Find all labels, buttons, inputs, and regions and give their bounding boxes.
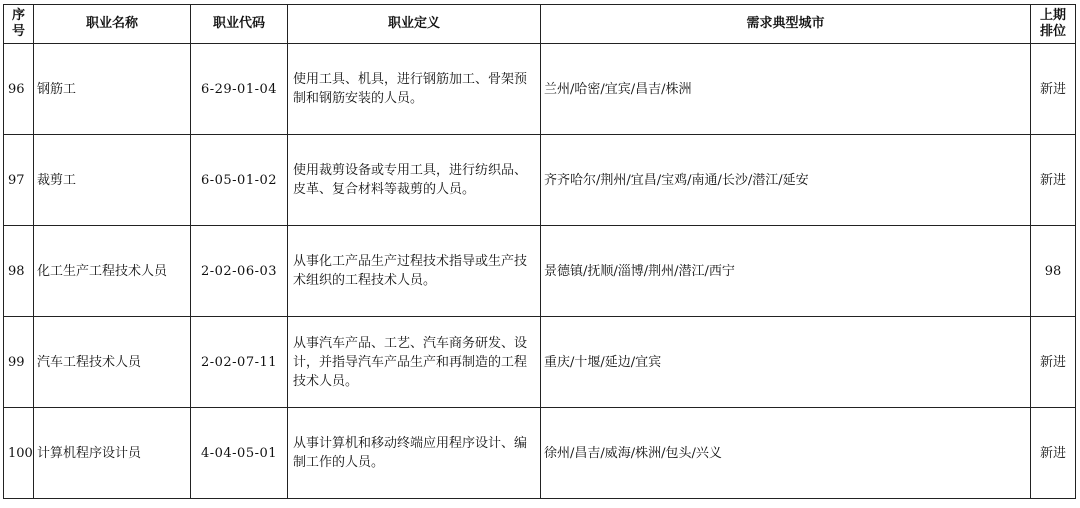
cell-index: 97 <box>4 135 34 226</box>
header-prev-rank <box>1031 5 1076 44</box>
header-code: 职业代码 <box>191 5 288 44</box>
cell-prev-rank: 98 <box>1031 226 1076 317</box>
cell-cities: 徐州/昌吉/威海/株洲/包头/兴义 <box>541 408 1031 499</box>
cell-index: 100 <box>4 408 34 499</box>
table-row <box>4 226 1076 317</box>
table-row <box>4 317 1076 408</box>
cell-name: 计算机程序设计员 <box>34 408 191 499</box>
cell-prev-rank: 新进 <box>1031 408 1076 499</box>
cell-index: 96 <box>4 44 34 135</box>
cell-cities: 重庆/十堰/延边/宜宾 <box>541 317 1031 408</box>
cell-definition: 从事计算机和移动终端应用程序设计、编制工作的人员。 <box>288 408 541 499</box>
cell-definition: 从事汽车产品、工艺、汽车商务研发、设计，并指导汽车产品生产和再制造的工程技术人员。 <box>288 317 541 408</box>
cell-definition: 从事化工产品生产过程技术指导或生产技术组织的工程技术人员。 <box>288 226 541 317</box>
header-prev-rank-line1: 上期 <box>1039 8 1066 23</box>
header-name: 职业名称 <box>34 5 191 44</box>
cell-code: 4-04-05-01 <box>191 408 288 499</box>
cell-code: 2-02-06-03 <box>191 226 288 317</box>
cell-prev-rank: 新进 <box>1031 317 1076 408</box>
header-index-line1: 序 <box>11 8 25 23</box>
cell-index: 99 <box>4 317 34 408</box>
header-prev-rank-line2: 排位 <box>1039 24 1066 39</box>
cell-prev-rank: 新进 <box>1031 135 1076 226</box>
occupation-table-container <box>3 4 1075 499</box>
cell-cities: 齐齐哈尔/荆州/宜昌/宝鸡/南通/长沙/潜江/延安 <box>541 135 1031 226</box>
header-row <box>4 5 1076 44</box>
header-definition: 职业定义 <box>288 5 541 44</box>
cell-cities: 景德镇/抚顺/淄博/荆州/潜江/西宁 <box>541 226 1031 317</box>
header-cities: 需求典型城市 <box>541 5 1031 44</box>
cell-name: 汽车工程技术人员 <box>34 317 191 408</box>
occupation-table <box>3 4 1076 499</box>
table-row <box>4 408 1076 499</box>
cell-name: 化工生产工程技术人员 <box>34 226 191 317</box>
table-row <box>4 44 1076 135</box>
cell-code: 6-05-01-02 <box>191 135 288 226</box>
cell-cities: 兰州/哈密/宜宾/昌吉/株洲 <box>541 44 1031 135</box>
cell-name: 钢筋工 <box>34 44 191 135</box>
cell-prev-rank: 新进 <box>1031 44 1076 135</box>
cell-index: 98 <box>4 226 34 317</box>
cell-name: 裁剪工 <box>34 135 191 226</box>
cell-code: 6-29-01-04 <box>191 44 288 135</box>
table-row <box>4 135 1076 226</box>
header-index-line2: 号 <box>11 24 25 39</box>
cell-definition: 使用工具、机具，进行钢筋加工、骨架预制和钢筋安装的人员。 <box>288 44 541 135</box>
cell-definition: 使用裁剪设备或专用工具，进行纺织品、皮革、复合材料等裁剪的人员。 <box>288 135 541 226</box>
header-index <box>4 5 34 44</box>
cell-code: 2-02-07-11 <box>191 317 288 408</box>
